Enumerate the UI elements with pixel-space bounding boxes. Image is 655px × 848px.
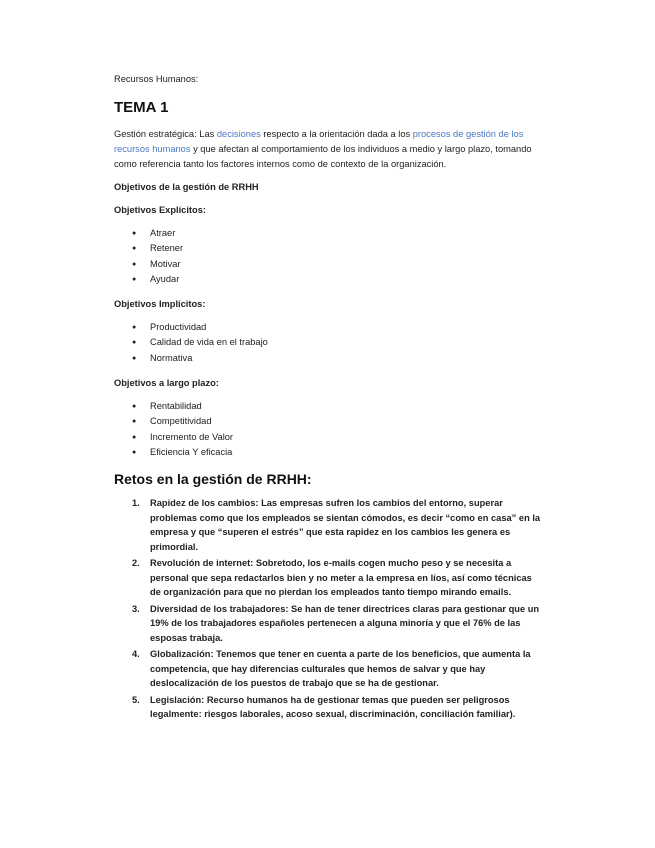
item-title: Legislación (150, 694, 202, 705)
intro-text-3: y que afectan al comportamiento de los individuos a medio y largo plazo, tomando como referencia tanto los factores internos como de contexto de la organización. (114, 144, 532, 169)
list-item (132, 556, 544, 600)
retos-title: Retos en la gestión de RRHH: (114, 471, 312, 488)
item-text: : Sobretodo, los e-mails cogen mucho peso y se necesita a personal que sepa redactarlos bien y no meter a la empresa en líos, así como técnicas de organización para que no pierdan los empleados tanto tiempo mirando emails. (150, 558, 532, 598)
explicitos-list (114, 226, 544, 287)
item-title: Globalización (150, 649, 211, 660)
list-item: ● Retener (150, 241, 544, 256)
item-number: 3. (132, 603, 140, 614)
course-heading: Recursos Humanos: (114, 74, 199, 84)
procesos-link[interactable]: procesos de gestión de los recursos humanos (114, 129, 524, 154)
decisiones-link[interactable]: decisiones (216, 129, 261, 139)
item-text: : Recurso humanos ha de gestionar temas que pueden ser peligrosos legalmente: riesgos laborales, acoso sexual, discriminación, conciliación familiar). (150, 694, 516, 720)
list-item: ● Competitividad (150, 414, 544, 429)
tema-title: TEMA 1 (114, 99, 169, 116)
list-item: ● Normativa (150, 351, 544, 366)
item-text: : Tenemos que tener en cuenta a parte de los beneficios, que aumenta la competencia, que hay diferencias culturales que hemos de salvar y que hay deslocalización de los puestos de trabajo que se ha de gestionar. (150, 649, 531, 689)
document-page (114, 72, 544, 722)
intro-text-1: : Las (194, 129, 217, 139)
implicitos-list (114, 320, 544, 366)
intro-label: Gestión estratégica (114, 129, 195, 139)
list-item: ● Motivar (150, 257, 544, 272)
list-item: ● Ayudar (150, 272, 544, 287)
objetivos-title: Objetivos de la gestión de RRHH (114, 182, 259, 192)
item-number: 4. (132, 649, 140, 660)
list-item: ● Eficiencia Y eficacia (150, 445, 544, 460)
list-item (132, 647, 544, 691)
intro-text-2: respecto a la orientación dada a los (260, 129, 413, 139)
retos-list (114, 496, 544, 722)
list-item: ● Calidad de vida en el trabajo (150, 335, 544, 350)
list-item: ● Incremento de Valor (150, 430, 544, 445)
implicitos-title: Objetivos Implícitos: (114, 299, 206, 310)
item-number: 1. (132, 498, 140, 509)
item-title: Rapidez de los cambios (150, 498, 256, 509)
list-item: ● Atraer (150, 226, 544, 241)
item-title: Revolución de internet (150, 558, 251, 569)
list-item: ● Rentabilidad (150, 399, 544, 414)
list-item (132, 693, 544, 722)
item-text: : Las empresas sufren los cambios del entorno, superar problemas como que los empleados se sientan cómodos, es decir “como en casa” en la empresa y que “superen el estrés” que esta rapidez en los cambios les genera es primordial. (150, 498, 541, 552)
item-text: : Se han de tener directrices claras para gestionar que un 19% de los trabajadores españoles pertenecen a alguna minoría y que el 76% de las esposas trabaja. (150, 603, 540, 643)
item-number: 5. (132, 694, 140, 705)
largo-title: Objetivos a largo plazo: (114, 378, 219, 389)
list-item (132, 602, 544, 646)
item-title: Diversidad de los trabajadores (150, 603, 286, 614)
list-item (132, 496, 544, 554)
explicitos-title: Objetivos Explícitos: (114, 205, 206, 215)
item-number: 2. (132, 558, 140, 569)
largo-list (114, 399, 544, 460)
list-item: ● Productividad (150, 320, 544, 335)
intro-paragraph (114, 127, 544, 172)
